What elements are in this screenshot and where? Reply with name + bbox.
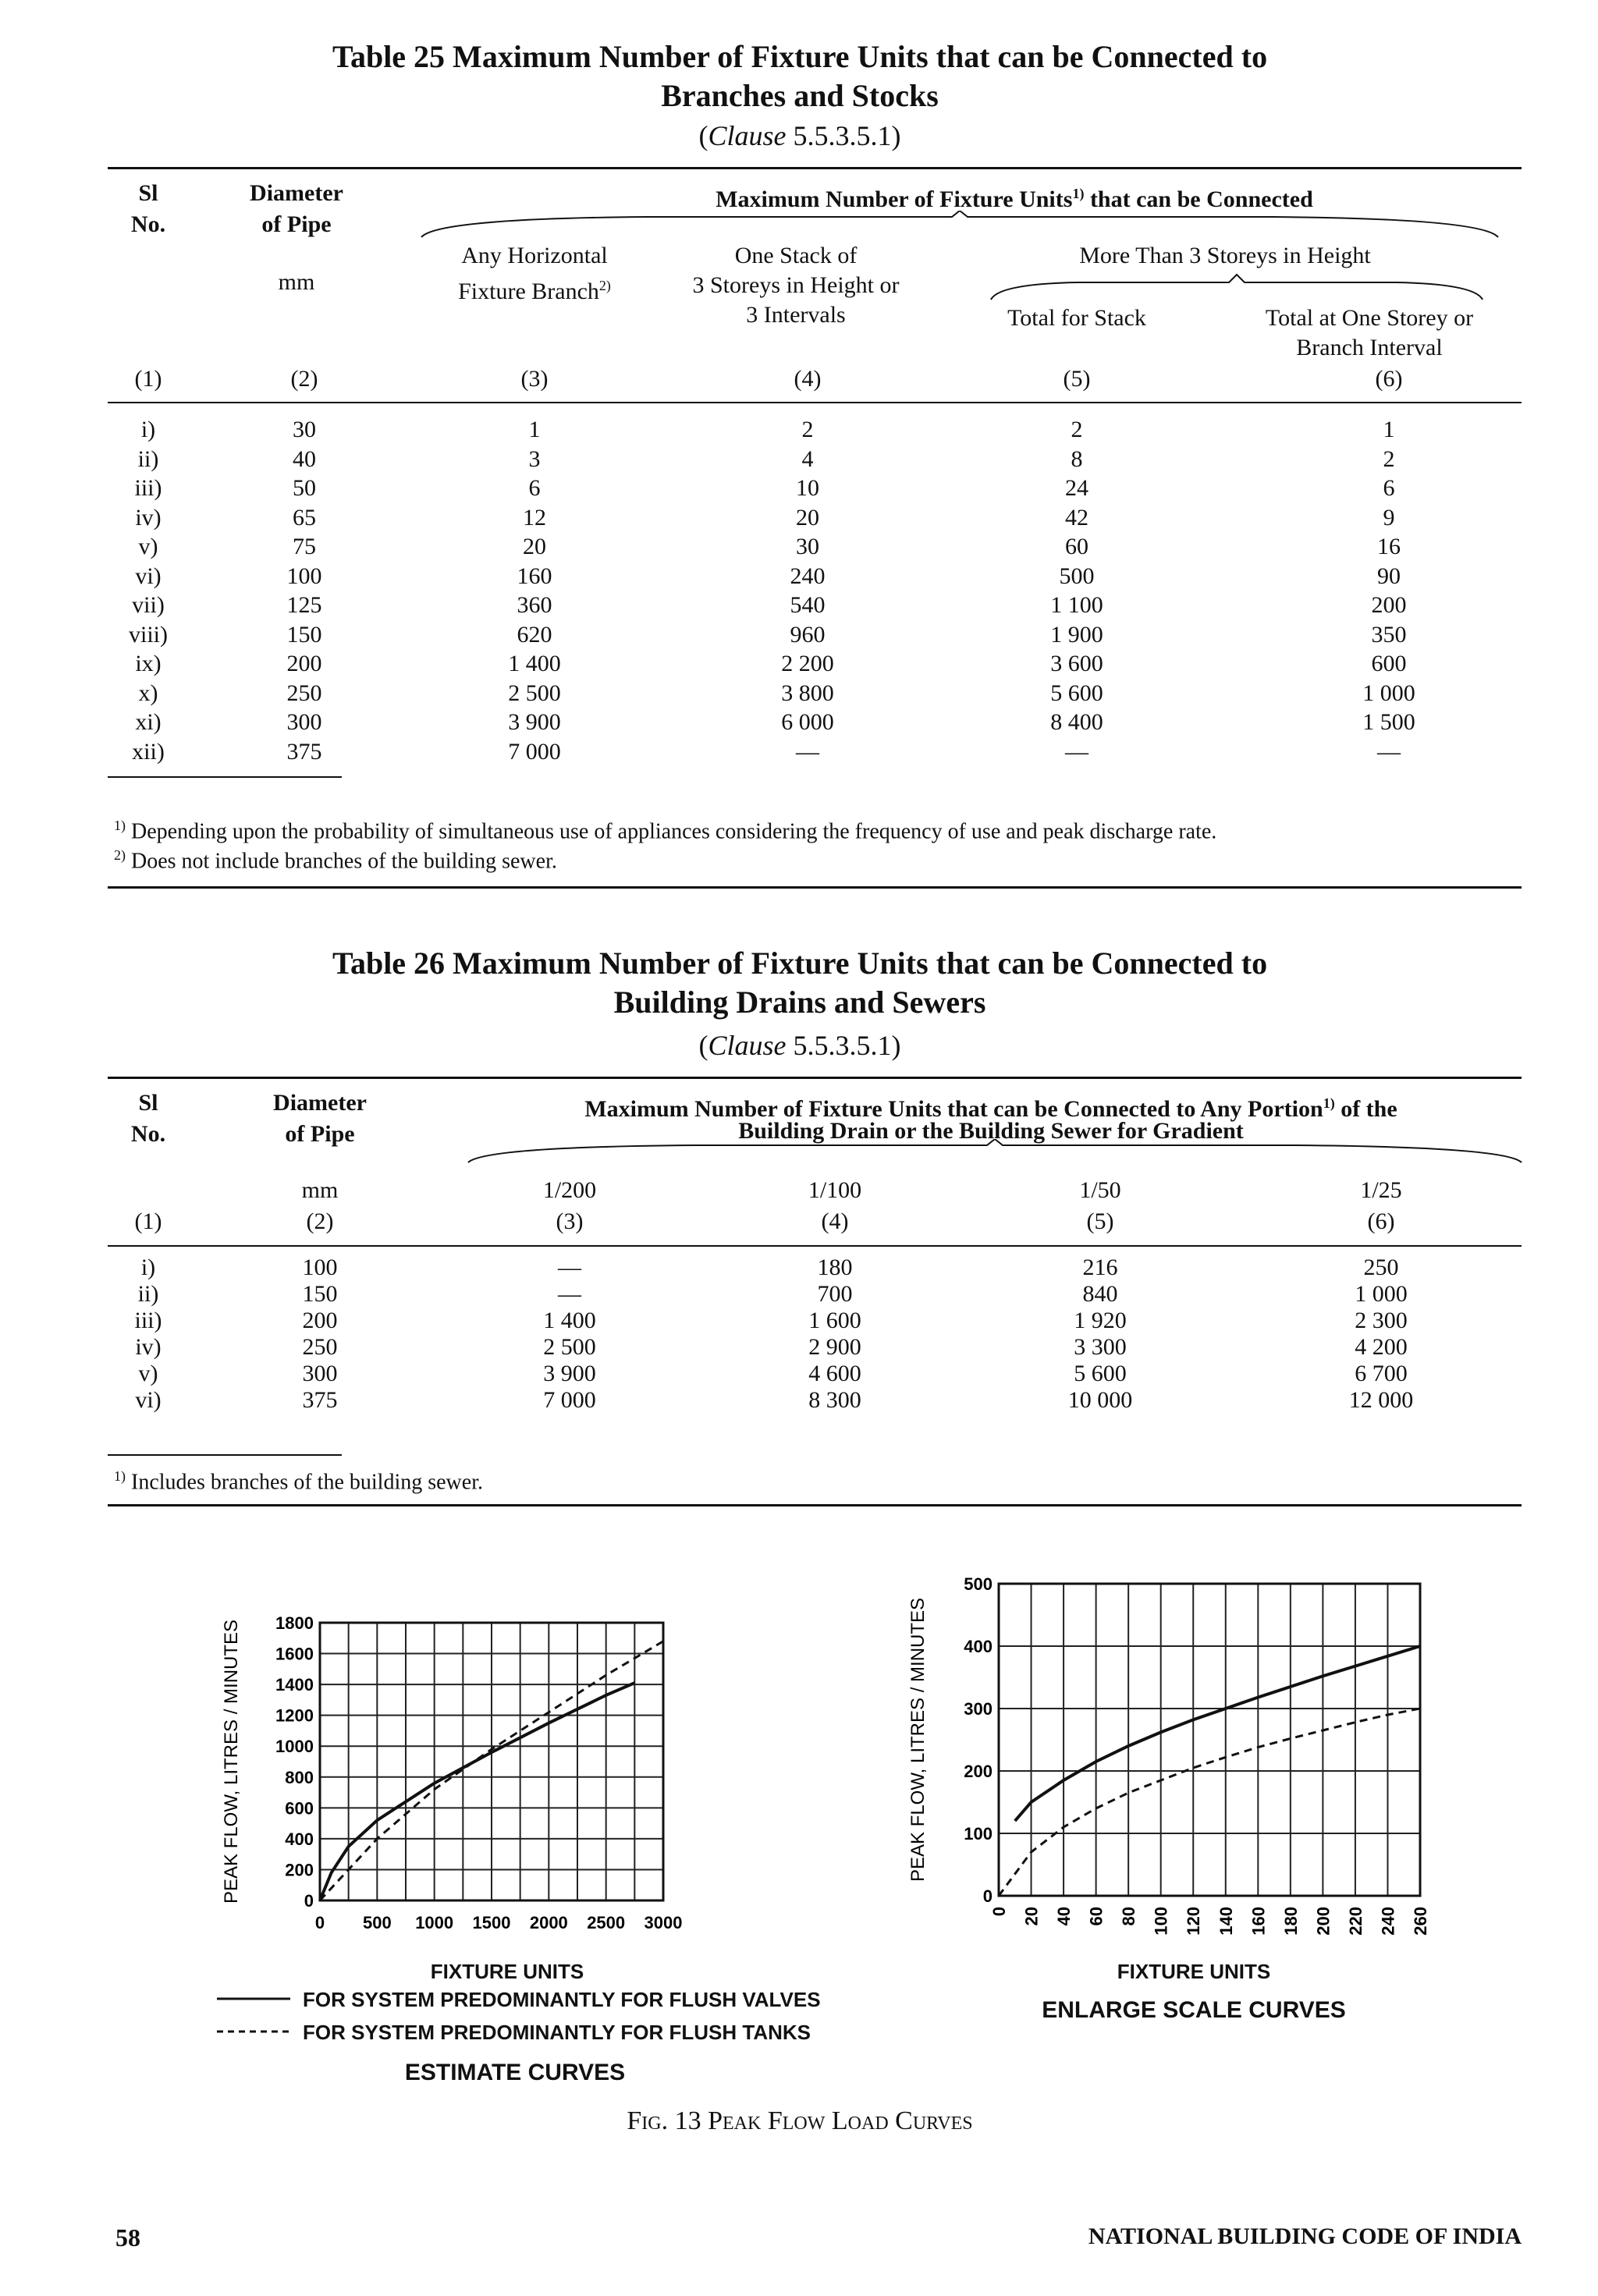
t25-cell: 250 <box>286 680 322 706</box>
t25-cell: vi) <box>135 562 162 589</box>
page-number: 58 <box>115 2223 140 2252</box>
t25-cell: 3 800 <box>781 680 834 706</box>
t26-cell: 200 <box>302 1308 338 1333</box>
t25-cell: 20 <box>796 504 819 531</box>
estimate-xlabel: FIXTURE UNITS <box>430 1960 584 1983</box>
t26-cell: 375 <box>302 1387 338 1413</box>
t25-cell: 8 <box>1071 445 1083 472</box>
t26-hdr-sl: Sl <box>138 1090 158 1116</box>
y-tick-label: 100 <box>964 1824 993 1844</box>
t25-cell: 125 <box>286 592 322 618</box>
t25-cell: 500 <box>1059 562 1095 589</box>
t25-note2-text: Does not include branches of the building sewer. <box>131 849 557 874</box>
table25-header-rule <box>108 402 1522 403</box>
t26-note1-sup: 1) <box>114 1468 126 1484</box>
t26-cell: 1 400 <box>543 1308 596 1333</box>
t26-cell: — <box>558 1281 581 1307</box>
t26-colnum: (5) <box>1086 1208 1114 1234</box>
estimate-curves-chart <box>218 1599 749 1943</box>
y-tick-label: 400 <box>964 1637 993 1656</box>
t25-cell: 1 900 <box>1050 621 1103 648</box>
t26-cell: 700 <box>817 1281 853 1307</box>
t26-cell: 1 600 <box>808 1308 861 1333</box>
t25-cell: 75 <box>293 534 316 559</box>
x-tick-label: 240 <box>1378 1907 1398 1936</box>
table25-bottom-rule <box>108 886 1522 889</box>
t25-cell: 1 100 <box>1050 592 1103 618</box>
t25-hdr-more: More Than 3 Storeys in Height <box>1079 243 1371 268</box>
estimate-title: ESTIMATE CURVES <box>404 2060 626 2085</box>
t25-hdr-stack2: 3 Storeys in Height or <box>692 272 900 298</box>
t25-colnum: (1) <box>134 366 162 392</box>
t25-cell: 360 <box>517 592 552 618</box>
t26-cell: 216 <box>1082 1254 1118 1280</box>
t25-cell: 2 <box>1383 445 1395 472</box>
t26-colnum: (4) <box>821 1208 849 1234</box>
t25-cell: 90 <box>1377 562 1401 589</box>
t26-cell: iv) <box>135 1334 162 1360</box>
t25-colnum: (2) <box>290 366 318 392</box>
x-tick-label: 160 <box>1248 1907 1269 1936</box>
t25-colnum: (3) <box>520 366 549 392</box>
y-tick-label: 600 <box>285 1798 314 1819</box>
y-axis-label: PEAK FLOW, LITRES / MINUTES <box>907 1597 929 1883</box>
book-title: NATIONAL BUILDING CODE OF INDIA <box>1088 2223 1522 2249</box>
t25-colnum: (4) <box>794 366 822 392</box>
t26-cell: 2 300 <box>1355 1308 1408 1333</box>
t25-cell: 24 <box>1065 475 1088 501</box>
t25-cell: 600 <box>1371 651 1407 676</box>
t25-cell: 6 <box>528 475 541 501</box>
t26-cell: 10 000 <box>1067 1387 1133 1413</box>
t25-colnum: (6) <box>1375 366 1403 392</box>
t25-cell: 6 000 <box>781 709 834 735</box>
t25-cell: 16 <box>1377 534 1401 559</box>
t26-cell: v) <box>138 1361 158 1386</box>
x-tick-label: 220 <box>1345 1907 1365 1936</box>
t25-cell: 12 <box>523 504 546 531</box>
t25-cell: vii) <box>132 592 165 618</box>
t25-hdr-totalat1: Total at One Storey or <box>1265 305 1474 331</box>
t25-cell: 160 <box>517 562 552 589</box>
x-tick-label: 3000 <box>644 1913 683 1932</box>
t25-hdr-max-sup: 1) <box>1072 186 1085 201</box>
t25-brace-more <box>983 273 1490 304</box>
t26-cell: iii) <box>134 1308 162 1333</box>
y-tick-label: 1000 <box>275 1737 314 1757</box>
table26-clause-word: Clause <box>708 1030 787 1061</box>
t26-cell: ii) <box>137 1281 159 1307</box>
t25-cell: xi) <box>135 709 162 735</box>
table26-note1 <box>114 1462 1518 1496</box>
t26-hdr-max-text: Maximum Number of Fixture Units that can be Connected to Any Portion <box>584 1096 1323 1122</box>
t25-hdr-total: Total for Stack <box>1007 305 1146 331</box>
t26-gradient: 1/25 <box>1360 1177 1402 1203</box>
t25-cell: — <box>1377 738 1401 765</box>
t26-colnum: (1) <box>134 1208 162 1234</box>
table25-title-line2: Branches and Stocks <box>661 78 939 113</box>
x-tick-label: 140 <box>1216 1907 1236 1936</box>
t25-cell: i) <box>140 417 156 442</box>
t26-hdr-dia2: of Pipe <box>285 1121 355 1147</box>
x-tick-label: 0 <box>314 1913 325 1932</box>
t25-cell: 375 <box>286 738 322 765</box>
t26-cell: 150 <box>302 1281 338 1307</box>
series-flush-tanks-line <box>999 1709 1420 1896</box>
t25-cell: 50 <box>293 475 316 501</box>
t25-cell: x) <box>138 680 158 706</box>
t25-cell: 8 400 <box>1050 709 1103 735</box>
t25-cell: ix) <box>135 651 162 676</box>
t26-cell: 7 000 <box>543 1387 596 1413</box>
t26-cell: 6 700 <box>1355 1361 1408 1386</box>
t25-cell: 1 400 <box>508 651 561 676</box>
t25-cell: 240 <box>790 562 826 589</box>
t25-hdr-mm: mm <box>278 269 315 295</box>
t26-cell: 250 <box>1363 1254 1399 1280</box>
t25-cell: 620 <box>517 621 552 648</box>
table25-title <box>156 37 1444 115</box>
t25-cell: 1 <box>528 417 541 442</box>
t26-cell: 4 200 <box>1355 1334 1408 1360</box>
t25-cell: 30 <box>796 534 819 559</box>
t25-cell: 3 <box>528 445 541 472</box>
t25-cell: 1 <box>1383 417 1395 442</box>
x-tick-label: 60 <box>1086 1907 1106 1926</box>
t25-cell: 30 <box>293 417 316 442</box>
x-tick-label: 200 <box>1313 1907 1333 1936</box>
enlarge-xlabel: FIXTURE UNITS <box>1117 1960 1271 1983</box>
table25-note2 <box>114 841 1518 875</box>
t25-hdr-no: No. <box>130 211 166 237</box>
t25-cell: 2 200 <box>781 651 834 676</box>
table26-bottom-rule <box>108 1504 1522 1506</box>
table26-clause: (Clause 5.5.3.5.1) <box>698 1030 901 1061</box>
t25-hdr-max-text: Maximum Number of Fixture Units <box>716 186 1073 212</box>
t25-note2-sup: 2) <box>114 847 126 863</box>
plot-frame <box>999 1584 1420 1896</box>
t25-cell: 2 500 <box>508 680 561 706</box>
t25-cell: 40 <box>293 445 316 472</box>
t25-cell: 1 500 <box>1362 709 1415 735</box>
table26-title-line1: Table 26 Maximum Number of Fixture Units that can be Connected to <box>332 946 1268 981</box>
t25-cell: 9 <box>1383 504 1395 531</box>
t25-hdr-dia2: of Pipe <box>261 211 332 237</box>
t26-cell: vi) <box>135 1387 162 1413</box>
x-tick-label: 1500 <box>472 1913 511 1932</box>
t25-colnum: (5) <box>1063 366 1091 392</box>
x-tick-label: 180 <box>1280 1907 1301 1936</box>
x-tick-label: 500 <box>362 1913 392 1932</box>
t25-cell: v) <box>138 534 158 559</box>
table25-title-line1: Table 25 Maximum Number of Fixture Units that can be Connected to <box>332 39 1268 74</box>
t25-cell: 60 <box>1065 534 1088 559</box>
t26-colnum: (6) <box>1367 1208 1395 1234</box>
t25-cell: xii) <box>132 738 165 765</box>
x-tick-label: 80 <box>1119 1907 1139 1926</box>
t26-gradient: 1/100 <box>808 1177 862 1203</box>
t26-hdr-no: No. <box>130 1121 166 1147</box>
table25-note-rule <box>108 776 342 778</box>
t25-cell: iv) <box>135 504 162 531</box>
y-axis-label: PEAK FLOW, LITRES / MINUTES <box>221 1619 242 1904</box>
t25-cell: 10 <box>796 475 819 501</box>
y-tick-label: 400 <box>285 1829 314 1849</box>
y-tick-label: 800 <box>285 1767 314 1787</box>
t25-cell: — <box>796 738 819 765</box>
t26-note1-text: Includes branches of the building sewer. <box>131 1470 483 1495</box>
t25-hdr-dia1: Diameter <box>250 180 343 206</box>
t25-cell: 20 <box>523 534 546 559</box>
t26-cell: 1 000 <box>1355 1281 1408 1307</box>
table26-header-rule <box>108 1245 1522 1247</box>
table25-clause-num: 5.5.3.5.1 <box>793 120 892 151</box>
y-tick-label: 500 <box>964 1574 993 1594</box>
x-tick-label: 2500 <box>587 1913 626 1932</box>
t25-hdr-max-tail: that can be Connected <box>1089 186 1313 212</box>
series-flush-valves-line <box>1015 1646 1420 1821</box>
t25-cell: 3 600 <box>1050 651 1103 676</box>
t25-cell: 960 <box>790 621 826 648</box>
t25-cell: 150 <box>286 621 322 648</box>
t26-cell: 3 900 <box>543 1361 596 1386</box>
t25-hdr-horiz1: Any Horizontal <box>461 243 608 268</box>
t26-cell: — <box>558 1254 581 1280</box>
t26-cell: 2 900 <box>808 1334 861 1360</box>
table25-clause-word: Clause <box>708 120 787 151</box>
y-tick-label: 1200 <box>275 1705 314 1726</box>
x-tick-label: 260 <box>1411 1907 1430 1936</box>
t25-cell: — <box>1065 738 1088 765</box>
table26-top-rule <box>108 1077 1522 1079</box>
t26-cell: 1 920 <box>1074 1308 1127 1333</box>
t25-cell: 6 <box>1383 475 1395 501</box>
t26-cell: 300 <box>302 1361 338 1386</box>
t25-hdr-totalat2: Branch Interval <box>1296 335 1443 360</box>
t25-cell: 200 <box>286 651 322 676</box>
enlarge-scale-curves-chart <box>905 1560 1436 1966</box>
t25-cell: 4 <box>801 445 814 472</box>
y-tick-label: 1800 <box>275 1613 314 1633</box>
t25-cell: viii) <box>129 621 168 648</box>
figure-caption: Fig. 13 Peak Flow Load Curves <box>627 2106 973 2135</box>
t25-brace-main <box>414 211 1506 242</box>
t26-cell: 250 <box>302 1334 338 1360</box>
x-tick-label: 0 <box>989 1907 1009 1917</box>
table26-title-line2: Building Drains and Sewers <box>613 985 986 1020</box>
legend-dashed-label: FOR SYSTEM PREDOMINANTLY FOR FLUSH TANKS <box>303 2021 811 2044</box>
t25-hdr-stack3: 3 Intervals <box>746 302 846 328</box>
t26-hdr-max-sup: 1) <box>1323 1095 1335 1111</box>
t25-cell: 5 600 <box>1050 680 1103 706</box>
t26-hdr-max2: Building Drain or the Building Sewer for Gradient <box>738 1118 1244 1144</box>
table26-title <box>156 944 1444 1022</box>
t26-hdr-max-tail: of the <box>1341 1096 1397 1122</box>
t25-cell: 2 <box>1071 417 1083 442</box>
t26-cell: 8 300 <box>808 1387 861 1413</box>
t25-cell: 7 000 <box>508 738 561 765</box>
t26-cell: 5 600 <box>1074 1361 1127 1386</box>
t25-hdr-horiz2-text: Fixture Branch <box>458 279 599 304</box>
y-tick-label: 1400 <box>275 1675 314 1695</box>
y-tick-label: 0 <box>982 1886 993 1906</box>
t25-hdr-sl: Sl <box>138 180 158 206</box>
t26-cell: i) <box>140 1254 156 1280</box>
t26-gradient: 1/200 <box>542 1177 597 1203</box>
x-tick-label: 1000 <box>415 1913 454 1932</box>
t25-cell: ii) <box>137 445 159 472</box>
y-tick-label: 300 <box>964 1699 993 1719</box>
t26-brace <box>460 1139 1529 1167</box>
t26-cell: 4 600 <box>808 1361 861 1386</box>
t25-note1-sup: 1) <box>114 818 126 833</box>
x-tick-label: 100 <box>1151 1907 1171 1936</box>
t25-cell: 1 000 <box>1362 680 1415 706</box>
table26-note-rule <box>108 1454 342 1456</box>
t25-cell: 300 <box>286 709 322 735</box>
t26-cell: 100 <box>302 1254 338 1280</box>
t26-cell: 3 300 <box>1074 1334 1127 1360</box>
x-tick-label: 2000 <box>529 1913 568 1932</box>
t26-cell: 180 <box>817 1254 853 1280</box>
t26-cell: 840 <box>1082 1281 1118 1307</box>
t25-cell: iii) <box>134 475 162 501</box>
enlarge-title: ENLARGE SCALE CURVES <box>1042 1997 1346 2023</box>
t25-cell: 2 <box>801 417 814 442</box>
t25-cell: 200 <box>1371 592 1407 618</box>
t25-hdr-max <box>546 179 1483 214</box>
x-tick-label: 120 <box>1184 1907 1204 1936</box>
t25-cell: 42 <box>1065 504 1088 531</box>
t26-colnum: (2) <box>306 1208 334 1234</box>
legend-solid-label: FOR SYSTEM PREDOMINANTLY FOR FLUSH VALVES <box>303 1988 821 2011</box>
t26-gradient: 1/50 <box>1079 1177 1121 1203</box>
table25-clause: (Clause 5.5.3.5.1) <box>698 120 901 151</box>
t26-cell: 2 500 <box>543 1334 596 1360</box>
x-tick-label: 40 <box>1054 1907 1074 1926</box>
t26-colnum: (3) <box>556 1208 584 1234</box>
t26-hdr-mm: mm <box>301 1177 339 1203</box>
t25-hdr-horiz2 <box>421 271 648 306</box>
table26-clause-num: 5.5.3.5.1 <box>793 1030 892 1061</box>
t25-hdr-horiz2-sup: 2) <box>598 278 611 293</box>
t25-cell: 3 900 <box>508 709 561 735</box>
y-tick-label: 0 <box>304 1891 314 1911</box>
x-tick-label: 20 <box>1021 1907 1042 1926</box>
t26-cell: 12 000 <box>1348 1387 1414 1413</box>
y-tick-label: 200 <box>964 1762 993 1781</box>
t25-hdr-stack1: One Stack of <box>734 243 858 268</box>
t25-note1-text: Depending upon the probability of simultaneous use of appliances considering the frequency of use and peak discharge rate. <box>131 819 1217 844</box>
y-tick-label: 200 <box>285 1860 314 1880</box>
t25-cell: 540 <box>790 592 826 618</box>
table25-top-rule <box>108 167 1522 169</box>
t25-cell: 100 <box>286 562 322 589</box>
legend-line-samples <box>215 1986 293 2049</box>
t25-cell: 65 <box>293 504 316 531</box>
y-tick-label: 1600 <box>275 1644 314 1664</box>
t26-hdr-dia1: Diameter <box>273 1090 367 1116</box>
t25-cell: 350 <box>1371 621 1407 648</box>
